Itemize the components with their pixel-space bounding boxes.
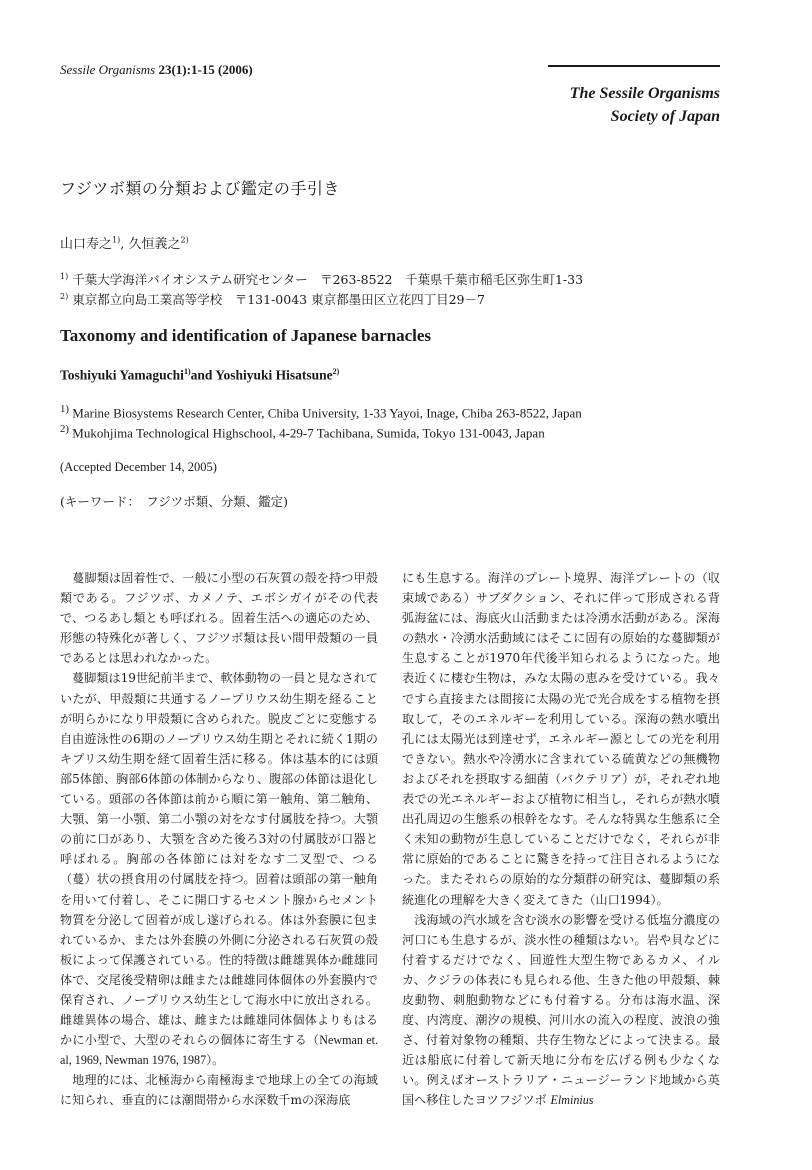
- author-1-en-sup: 1): [183, 367, 191, 376]
- header-rule: [548, 65, 720, 67]
- author-1-jp: 山口寿之: [60, 237, 113, 252]
- affiliation-en-1-text: Marine Biosystems Research Center, Chiba University, 1-33 Yayoi, Inage, Chiba 263-8522, Japan: [72, 405, 582, 421]
- body-column-left: [60, 568, 378, 1111]
- author-1-en: Toshiyuki Yamaguchi: [60, 367, 184, 383]
- paragraph: 蔓脚類は固着性で、一般に小型の石灰質の殻を持つ甲殻類である。フジツボ、カメノテ、エボシガイがその代表で、つるあし類とも呼ばれる。固着生活への適応のため、形態の特殊化が著しく、フジツボ類は長い間甲殻類の一員であるとは思われなかった。: [60, 571, 378, 666]
- society-line-2: Society of Japan: [610, 108, 720, 125]
- accepted-date: (Accepted December 14, 2005): [60, 460, 217, 474]
- title-english: Taxonomy and identification of Japanese barnacles: [60, 326, 432, 345]
- affiliation-en-2-text: Mukohjima Technological Highschool, 4-29-7 Tachibana, Sumida, Tokyo 131-0043, Japan: [72, 425, 545, 441]
- journal-name: Sessile Organisms: [60, 62, 156, 77]
- journal-citation: [60, 62, 253, 78]
- affiliation-en-1: [60, 403, 582, 421]
- affiliation-jp-1: [60, 270, 583, 288]
- authors-japanese: [60, 233, 189, 252]
- author-2-sup: 2): [180, 235, 189, 245]
- title-japanese: フジツボ類の分類および鑑定の手引き: [60, 179, 340, 198]
- paragraph-text: 蔓脚類は19世紀前半まで、軟体動物の一員と見なされていたが、甲殻類に共通するノープリウス幼生期を経ることが明らかになり甲殻類に含められた。脱皮ごとに変態する自由遊泳性の6期のノープリウス幼生期とそれに続く1期のキプリス幼生期を経て固着生活に移る。体は基本的には頭部5体節、胸部6体節の体制からなり、腹部の体節は退化している。頭部の各体節は前から順に第一触角、第二触角、大顎、第一小顎、第二小顎の対をなす付属肢を持つ。大顎の前に口があり、大顎を含めた後ろ3対の付属肢が口器と呼ばれる。胸部の各体節には対をなす二叉型で、つる（蔓）状の摂食用の付属肢を持つ。固着は頭部の第一触角を用いて付着し、そこに開口するセメント腺からセメント物質を分泌して固着が成し遂げられる。体は外套膜に包まれているか、または外套膜の外側に分泌される石灰質の殻板によって保護されている。性的特徴は雌雄異体か雌雄同体で、交尾後受精卵は雌または雌雄同体個体の外套膜内で保育され、ノープリウス幼生として海水中に放出される。雌雄異体の場合、雄は、雌または雌雄同体個体よりもはるかに小型で、大型のそれらの個体に寄生する（: [60, 671, 378, 1048]
- affiliation-jp-2-sup: 2): [60, 291, 69, 301]
- author-1-sup: 1): [112, 235, 121, 245]
- affiliation-jp-2-text: 東京都立向島工業高等学校 〒131-0043 東京都墨田区立花四丁目29－7: [72, 292, 485, 307]
- paragraph: にも生息する。海洋のプレート境界、海洋プレートの（収束域である）サブダクション、それに伴って形成される背弧海盆には、海底火山活動または冷湧水活動がある。深海の熱水・冷湧水活動域にはそこに固有の原始的な蔓脚類が生息することが1970年代後半知られるようになった。地表近くに棲む生物は，みな太陽の恵みを受けている。我々ですら直接または間接に太陽の光で光合成をする植物を摂取して，そのエネルギーを利用している。深海の熱水噴出孔には太陽光は到達せず，エネルギー源としての光を利用できない。熱水や冷湧水に含まれている硫黄などの無機物およびそれを摂取する細菌（バクテリア）が，それぞれ地表での光エネルギーおよび植物に相当し，それらが熱水噴出孔周辺の生態系の根幹をなす。そんな特異な生態系に全く未知の動物が生息していることだけでなく，それらが非常に原始的であることに驚きを持って注目されるようになった。またそれらの原始的な分類群の研究は、蔓脚類の系統進化の理解を大きく変えてきた（山口1994）。: [402, 571, 720, 907]
- keywords: (キーワード： フジツボ類、分類、鑑定): [60, 494, 289, 509]
- paragraph-text: ）。: [206, 1053, 225, 1068]
- authors-english: [60, 367, 339, 384]
- affiliation-en-2-sup: 2): [60, 423, 70, 435]
- body-column-right: [402, 568, 720, 1111]
- paragraph-text: 浅海域の汽水域を含む淡水の影響を受ける低塩分濃度の河口にも生息するが、淡水性の種類はない。岩や貝などに付着するだけでなく、回遊性大型生物であるカメ、イルカ、クジラの体表にも見られる他、生きた他の甲殻類、棘皮動物、刺胞動物などにも付着する。分布は海水温、深度、内湾度、潮汐の規模、河川水の流入の程度、波浪の強さ、付着対象物の種類、共存生物などによって決まる。最近は船底に付着して新天地に分布を広げる例も少なくない。例えばオーストラリア・ニュージーランド地域から英国へ移住したヨツフジツボ: [402, 912, 720, 1108]
- author-2-en: and Yoshiyuki Hisatsune: [190, 367, 333, 383]
- affiliation-jp-2: [60, 290, 485, 308]
- society-line-1: The Sessile Organisms: [569, 85, 720, 102]
- affiliation-en-2: [60, 423, 545, 441]
- author-2-en-sup: 2): [332, 367, 340, 376]
- author-2-jp: 久恒義之: [128, 237, 181, 252]
- affiliation-jp-1-text: 千葉大学海洋バイオシステム研究センター 〒263-8522 千葉県千葉市稲毛区弥生町1-33: [72, 272, 584, 287]
- author-separator: ,: [120, 237, 129, 252]
- species-name: Elminius: [550, 1093, 594, 1108]
- affiliation-en-1-sup: 1): [60, 403, 70, 415]
- paragraph: 地理的には、北極海から南極海まで地球上の全ての海域に知られ、垂直的には潮間帯から水深数千mの深海底: [60, 1073, 378, 1108]
- society-name: [570, 82, 720, 128]
- paragraph: [402, 910, 720, 1111]
- paragraph: [60, 668, 378, 1070]
- citation: Newman et. al, 1969, Newman 1976, 1987: [60, 1033, 378, 1068]
- affiliation-jp-1-sup: 1): [60, 271, 69, 281]
- volume-reference: 23(1):1-15 (2006): [158, 62, 253, 77]
